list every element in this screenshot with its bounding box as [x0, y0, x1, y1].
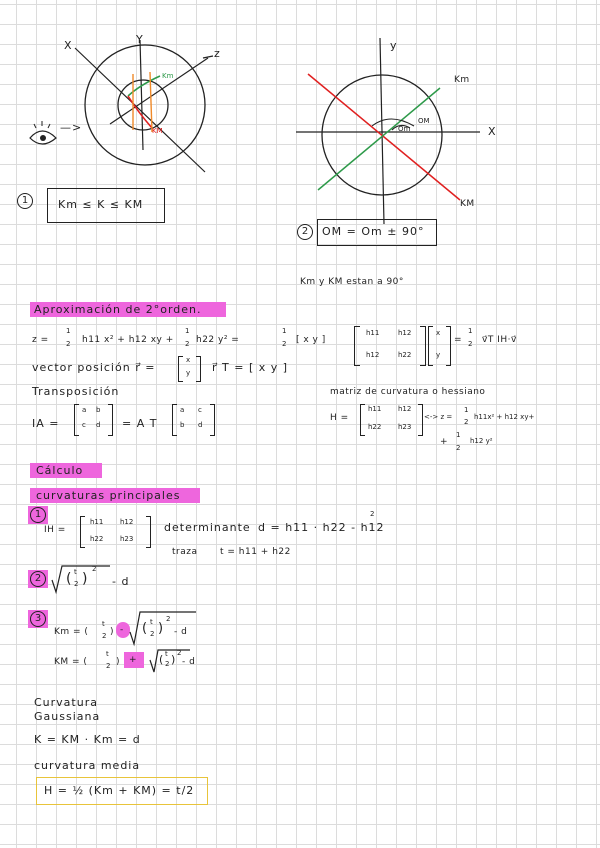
a-cell: b [96, 406, 101, 414]
a-cell: a [82, 406, 87, 414]
half-num: 1 [185, 327, 190, 335]
a-lhs: IA = [32, 417, 60, 430]
sqrt-tail: - d [112, 575, 130, 588]
calc-number-3: 3 [30, 611, 46, 627]
eq-lhs: z = [32, 335, 49, 345]
exponent: 2 [166, 615, 171, 623]
half-num: 1 [456, 431, 461, 439]
colvec-cell: x [436, 329, 441, 337]
row-vector: [ x y ] [296, 335, 326, 345]
det-sup: 2 [370, 510, 375, 518]
frac-den: 2 [106, 662, 111, 670]
b-cell: c [198, 406, 202, 414]
exponent: 2 [92, 565, 97, 573]
hess-label: matriz de curvatura o hessiano [330, 387, 486, 397]
axis-y2-label: y [390, 39, 398, 52]
line-km-small-label: Km [454, 75, 470, 85]
half-den: 2 [282, 340, 287, 348]
h-cell: h22 [368, 423, 382, 431]
half-den: 2 [66, 340, 71, 348]
b-cell: d [198, 421, 203, 429]
eq-mid1: h11 x² + h12 xy + [82, 335, 174, 345]
half-den: 2 [185, 340, 190, 348]
media-eq: H = ½ (Km + KM) = t/2 [44, 784, 195, 797]
colvec-cell: y [436, 351, 441, 359]
relation-text: OM = Om ± 90° [322, 225, 425, 238]
frac-num: t [150, 618, 153, 626]
half-den: 2 [456, 444, 461, 452]
calc-number-1: 1 [30, 507, 46, 523]
paren-close: ) [171, 653, 177, 666]
frac-den: 2 [102, 632, 107, 640]
line-km-big-label: KM [460, 199, 475, 209]
media-label: curvatura media [34, 759, 141, 772]
frac-den: 2 [150, 630, 155, 638]
calc-sub: curvaturas principales [36, 489, 181, 502]
step-number-2: 2 [297, 224, 313, 240]
det-eq: d = h11 · h22 - h12 [258, 521, 385, 534]
km-small-label: Km [162, 72, 174, 80]
vector-label: vector posición r⃗ = [32, 361, 156, 374]
eq-mid2: h22 y² = [196, 335, 240, 345]
det-lhs: IH = [44, 525, 66, 535]
det-cell: h23 [120, 535, 134, 543]
h-rhs1: h11x² + h12 xy+ [474, 413, 535, 421]
gauss-label-1: Curvatura [34, 696, 98, 709]
half-num: 1 [468, 327, 473, 335]
h-cell: h23 [398, 423, 412, 431]
inequality-text: Km ≤ K ≤ KM [58, 198, 144, 211]
equals-sign: = [454, 335, 463, 345]
gauss-label-2: Gaussiana [34, 710, 101, 723]
KM-op: + [129, 655, 138, 665]
axis-z-label: z [214, 47, 221, 60]
half-den: 2 [464, 418, 469, 426]
half-num: 1 [464, 406, 469, 414]
axis-y-label: Y [136, 33, 144, 46]
paren-close: ) [158, 621, 165, 636]
calc-heading: Cálculo [36, 464, 84, 477]
h-cell: h12 [398, 405, 412, 413]
perpendicular-note: Km y KM estan a 90° [300, 277, 404, 287]
det-text: determinante [164, 521, 251, 534]
paren-open: ( [142, 621, 149, 636]
b-cell: a [180, 406, 185, 414]
b-cell: b [180, 421, 185, 429]
eq-tail: v⃗T IH·v⃗ [482, 335, 517, 345]
matrix-cell: h12 [398, 329, 412, 337]
frac-den: 2 [74, 580, 79, 588]
step-number-1: 1 [17, 193, 33, 209]
h-rhs2: h12 y² [470, 437, 493, 445]
det-cell: h11 [90, 518, 104, 526]
det-cell: h22 [90, 535, 104, 543]
KM-tail: - d [182, 657, 196, 667]
frac-num: t [165, 650, 168, 658]
paren-close: ) [110, 627, 115, 637]
gauss-eq: K = KM · Km = d [34, 733, 141, 746]
axis-x-label: X [64, 39, 73, 52]
a-cell: d [96, 421, 101, 429]
traza-label: traza [172, 547, 198, 557]
frac-den: 2 [165, 660, 170, 668]
det-cell: h12 [120, 518, 134, 526]
half-num: 1 [282, 327, 287, 335]
exponent: 2 [177, 649, 182, 657]
km-op: - [120, 625, 124, 635]
matrix-cell: h12 [366, 351, 380, 359]
paren-open: ( [159, 653, 165, 666]
km-big-label: KM [152, 127, 163, 135]
vec-cell: y [186, 369, 191, 377]
h-arrow: <-> z = [424, 413, 453, 421]
a-cell: c [82, 421, 86, 429]
matrix-cell: h11 [366, 329, 380, 337]
h-cell: h11 [368, 405, 382, 413]
a-mid: = A T [122, 417, 158, 430]
half-den: 2 [468, 340, 473, 348]
paren-close: ) [82, 571, 89, 587]
frac-num: t [102, 620, 105, 628]
angle-small-label: Om [398, 125, 411, 133]
frac-num: t [74, 568, 77, 576]
traza-eq: t = h11 + h22 [220, 547, 291, 557]
km-tail: - d [174, 627, 188, 637]
h-lhs: H = [330, 413, 349, 423]
vec-cell: x [186, 356, 191, 364]
paren-open: ( [66, 571, 73, 587]
axis-x2-label: X [488, 125, 497, 138]
paren-close: ) [116, 657, 121, 667]
angle-big-label: OM [418, 117, 430, 125]
eye-arrow: —> [60, 121, 83, 134]
frac-num: t [106, 650, 109, 658]
transp-label: Transposición [32, 385, 120, 398]
half-num: 1 [66, 327, 71, 335]
KM-lhs: KM = ( [54, 657, 88, 667]
approx-heading: Aproximación de 2°orden. [34, 303, 202, 316]
calc-number-2: 2 [30, 571, 46, 587]
matrix-cell: h22 [398, 351, 412, 359]
h-plus: + [440, 437, 449, 447]
km-lhs: Km = ( [54, 627, 89, 637]
vector-transpose: r⃗ T = [ x y ] [212, 361, 289, 374]
